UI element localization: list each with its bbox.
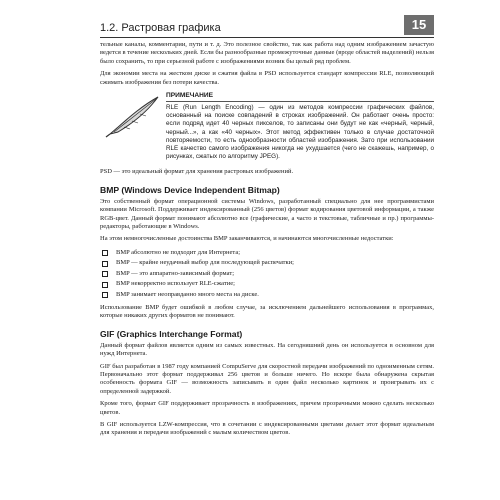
page-body <box>100 41 434 442</box>
checkbox-bullet-icon <box>102 271 108 277</box>
paragraph: В GIF используется LZW-компрессия, что в сочетании с индексированными цветами делает этот формат идеальным для хранения и передачи изображений с малым количеством цветов. <box>100 420 434 437</box>
paragraph: Кроме того, формат GIF поддерживает прозрачность в изображениях, причем прозрачными можно сделать несколько цветов. <box>100 400 434 416</box>
paragraph: Это собственный формат операционной системы Windows, разработанный специально для нее программистами компании Microsoft. Поддерживает индексированный (256 цветов) формат кодирования цветовой информации, а также RGB-цвет. Данный формат понимают абсолютно все (графические, а часто и текстовые, табличные и пр.) программы-редакторы, работающие в Windows. <box>100 197 434 231</box>
checkbox-bullet-icon <box>102 292 108 298</box>
section-heading-gif: GIF (Graphics Interchange Format) <box>100 328 243 339</box>
paragraph: Данный формат файлов является одним из самых известных. На сегодняшний день он используется в основном для нужд Интернета. <box>100 341 434 358</box>
page-number: 15 <box>404 15 434 35</box>
running-header <box>100 15 434 38</box>
list-item: BMP — крайне неудачный выбор для последующей распечатки; <box>100 258 434 268</box>
quill-pen-icon <box>104 94 162 138</box>
note-block <box>100 92 434 161</box>
paragraph: GIF был разработан в 1987 году компанией CompuServe для скоростной передачи изображений по одноименным сетям. Первоначально этот формат поддерживал 256 цветов и больше ничего. Но вскоре была обнаружена скрытая особенность формата GIF — возможность записывать в один файл несколько картинок и проигрывать их с определенной задержкой. <box>100 362 434 395</box>
checkbox-bullet-icon <box>102 261 108 267</box>
paragraph: тельные каналы, комментарии, пути и т. д. Это полезное свойство, так как работа над одним изображением зачастую ведется в течение нескольких дней. Если бы разнообразные промежуточные данные (вроде областей выделений) нельзя было сохранить, то при серьезной работе с изображениями возник бы целый ряд проблем. <box>100 41 434 65</box>
checkbox-bullet-icon <box>102 282 108 288</box>
paragraph: На этом немногочисленные достоинства BMP заканчиваются, и начинаются многочисленные недостатки: <box>100 235 394 243</box>
section-heading-bmp: BMP (Windows Device Independent Bitmap) <box>100 184 280 195</box>
paragraph: PSD — это идеальный формат для хранения растровых изображений. <box>100 168 294 176</box>
note-title: ПРИМЕЧАНИЕ <box>166 92 434 102</box>
list-item: BMP — это аппаратно-зависимый формат; <box>100 269 434 279</box>
note-text: RLE (Run Length Encoding) — один из методов компрессии графических файлов, основанный на поиске совпадений в строках изображений. Он работает очень просто: если подряд идет 40 черных пикселов, то записаны они будут не как «черный, черный, черный...», а как «40 черных». Этот метод эффективен только в случае достаточной повторяемости, то есть однообразности областей изображения. Зато при использовании RLE качество самого изображения никогда не ухудшается (чего не скажешь, например, о рисунках, сжатых по алгоритму JPEG). <box>166 104 434 161</box>
chapter-title: 1.2. Растровая графика <box>100 22 221 34</box>
paragraph: Для экономии места на жестком диске и сжатия файла в PSD используется стандарт компрессии RLE, позволяющий сжимать изображения без потери качества. <box>100 70 434 86</box>
bmp-drawbacks-list <box>100 248 434 300</box>
list-item: BMP некорректно использует RLE-сжатие; <box>100 279 434 289</box>
list-item: BMP абсолютно не подходит для Интернета; <box>100 248 434 258</box>
list-item: BMP занимает неоправданно много места на диске. <box>100 290 434 300</box>
checkbox-bullet-icon <box>102 250 108 256</box>
paragraph: Использование BMP будет ошибкой в любом случае, за исключением дальнейшего использования в программах, которые никаких других форматов не понимают. <box>100 303 434 320</box>
